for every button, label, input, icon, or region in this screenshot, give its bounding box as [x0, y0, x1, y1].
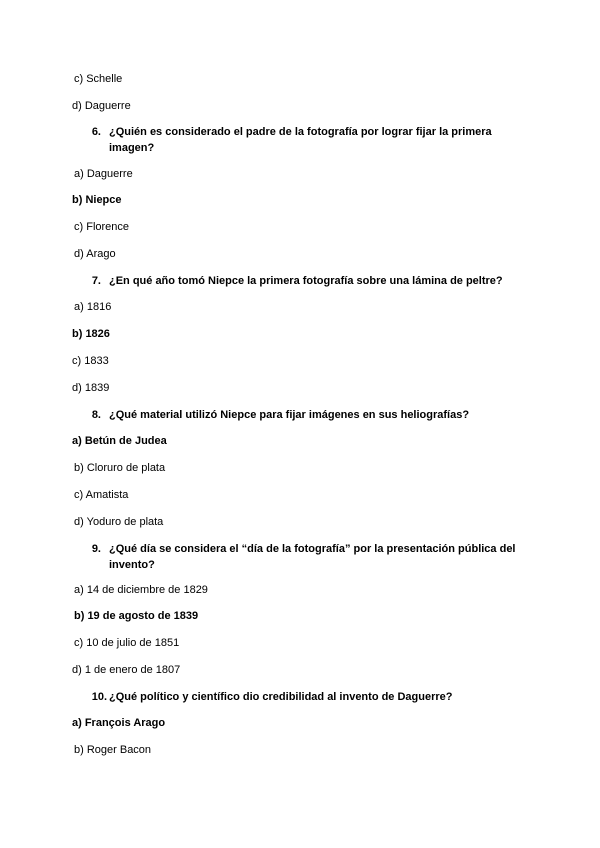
- option-d: d) Arago: [74, 248, 116, 260]
- question-9-text: ¿Qué día se considera el “día de la fotografía” por la presentación pública del invento?: [109, 543, 516, 571]
- option-a: a) 14 de diciembre de 1829: [74, 584, 208, 596]
- option-d: d) 1839: [72, 382, 110, 394]
- option-c: c) 10 de julio de 1851: [74, 637, 180, 649]
- option-b-correct: b) 1826: [72, 328, 110, 340]
- option-c: c) 1833: [72, 355, 109, 367]
- question-6-text: ¿Quién es considerado el padre de la fotografía por lograr fijar la primera imagen?: [109, 126, 492, 154]
- question-10-number: 10.: [91, 691, 107, 703]
- option-a: a) Daguerre: [74, 168, 133, 180]
- option-a-correct: a) Betún de Judea: [72, 435, 167, 447]
- option-b-correct: b) 19 de agosto de 1839: [74, 610, 199, 622]
- option-b: b) Roger Bacon: [74, 744, 152, 756]
- option-b-correct: b) Niepce: [72, 194, 122, 206]
- question-8-text: ¿Qué material utilizó Niepce para fijar imágenes en sus heliografías?: [109, 409, 470, 421]
- question-7-text: ¿En qué año tomó Niepce la primera fotografía sobre una lámina de peltre?: [109, 275, 503, 287]
- option-c: c) Florence: [74, 221, 130, 233]
- option-d: d) Yoduro de plata: [74, 516, 164, 528]
- question-10-text: ¿Qué político y científico dio credibilidad al invento de Daguerre?: [109, 691, 453, 703]
- question-7-number: 7.: [91, 275, 101, 287]
- option-c-schelle: c) Schelle: [74, 73, 123, 85]
- option-a: a) 1816: [74, 301, 112, 313]
- option-c: c) Amatista: [74, 489, 129, 501]
- option-b: b) Cloruro de plata: [74, 462, 166, 474]
- question-9-number: 9.: [91, 543, 101, 555]
- question-6-number: 6.: [91, 126, 101, 138]
- option-a-correct: a) François Arago: [72, 717, 166, 729]
- option-d-daguerre: d) Daguerre: [72, 100, 131, 112]
- option-d: d) 1 de enero de 1807: [72, 664, 181, 676]
- question-8-number: 8.: [91, 409, 101, 421]
